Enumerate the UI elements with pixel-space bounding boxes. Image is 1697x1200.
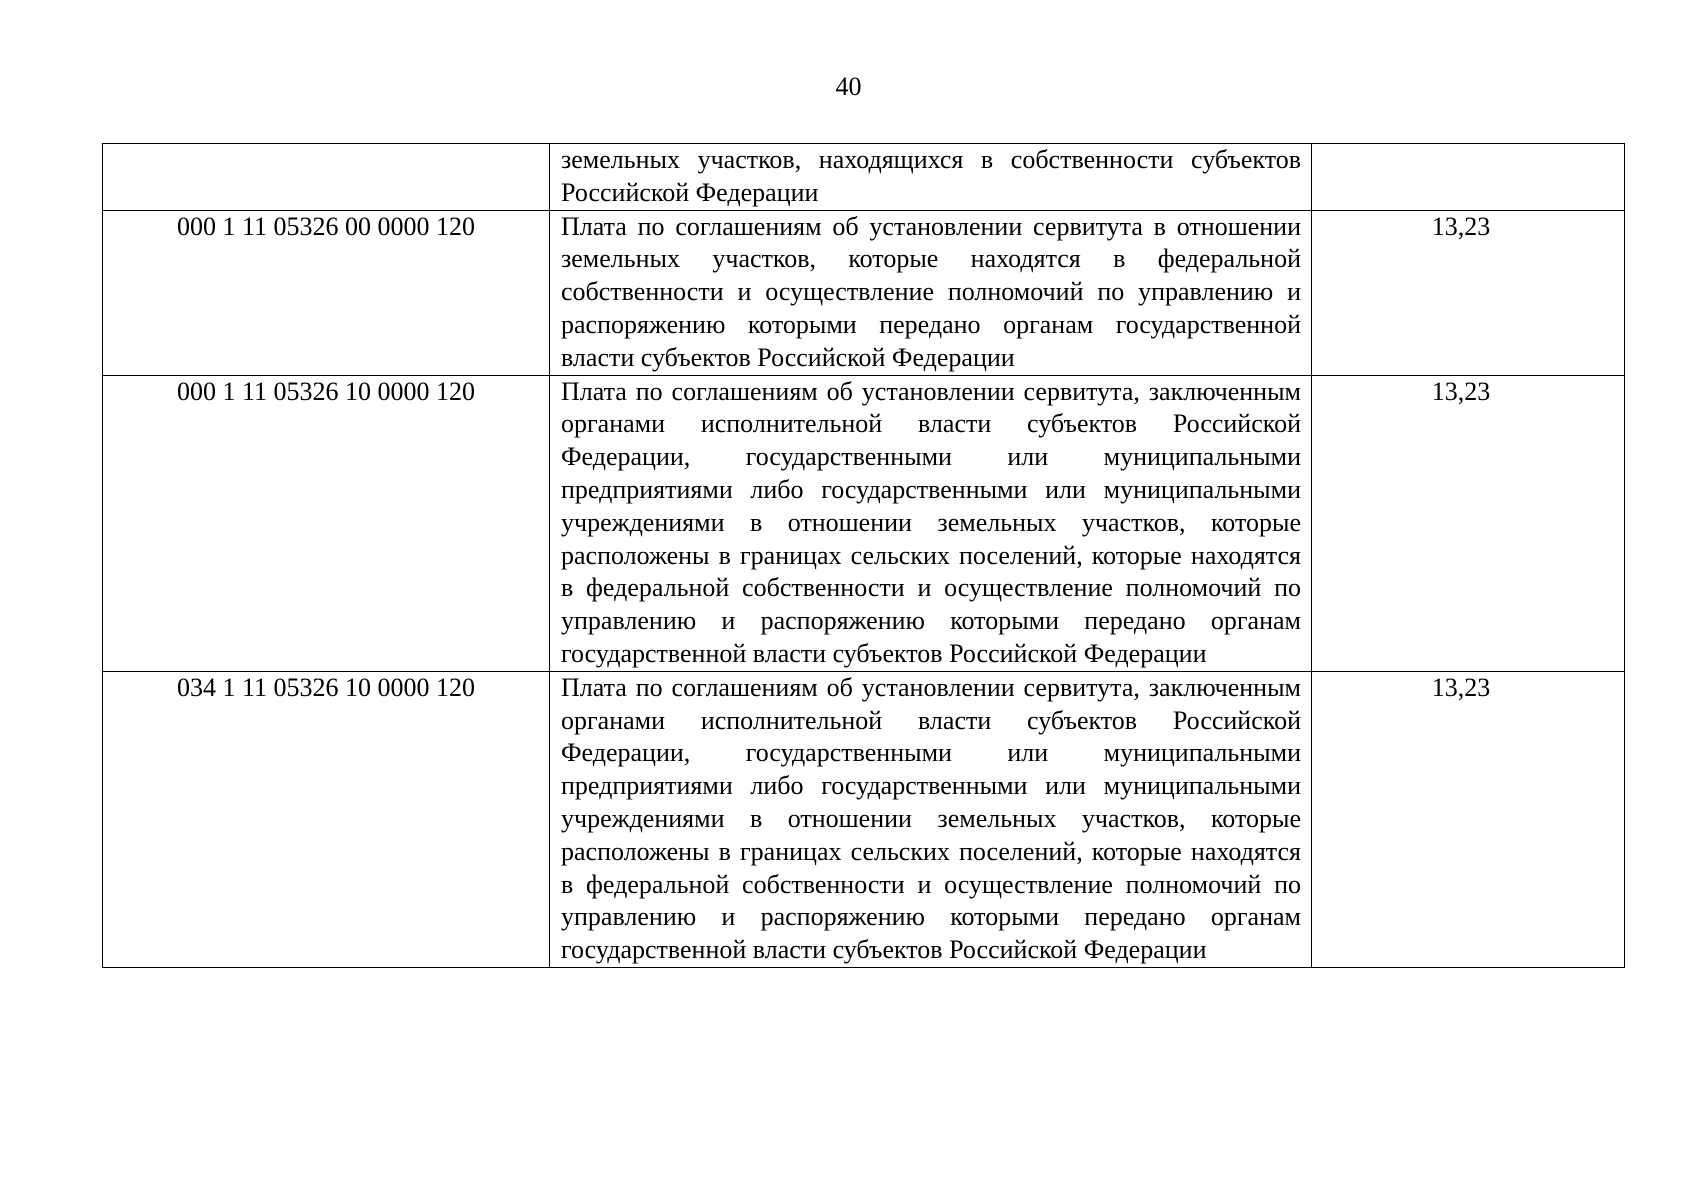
revenue-name: Плата по соглашениям об установлении сервитута в отношении земельных участков, которые находятся в федеральной собственности и осуществление полномочий по управлению и распоряжению которыми передано органам государственной власти субъектов Российской Федерации xyxy=(561,211,1301,372)
revenue-name: Плата по соглашениям об установлении сервитута, заключенным органами исполнительной власти субъектов Российской Федерации, государственными или муниципальными предприятиями либо государственными или муниципальными учреждениями в отношении земельных участков, которые расположены в границах сельских поселений, которые находятся в федеральной собственности и осуществление полномочий по управлению и распоряжению которыми передано органам государственной власти субъектов Российской Федерации xyxy=(561,672,1301,965)
code-cell xyxy=(103,210,550,375)
revenue-name: земельных участков, находящихся в собственности субъектов Российской Федерации xyxy=(561,145,1301,207)
revenue-value: 13,23 xyxy=(1431,211,1491,241)
revenue-table xyxy=(102,143,1625,968)
table-row xyxy=(103,210,1625,375)
code-cell xyxy=(103,144,550,211)
table-row xyxy=(103,144,1625,211)
page-number: 40 xyxy=(835,72,862,101)
budget-code: 000 1 11 05326 10 0000 120 xyxy=(176,376,476,406)
table-row xyxy=(103,671,1625,967)
budget-code: 034 1 11 05326 10 0000 120 xyxy=(176,672,476,702)
code-cell xyxy=(103,671,550,967)
value-cell xyxy=(1312,210,1625,375)
name-cell xyxy=(550,144,1312,211)
value-cell xyxy=(1312,144,1625,211)
table-row xyxy=(103,375,1625,671)
revenue-value: 13,23 xyxy=(1431,376,1491,406)
budget-code: 000 1 11 05326 00 0000 120 xyxy=(176,211,476,241)
revenue-name: Плата по соглашениям об установлении сервитута, заключенным органами исполнительной власти субъектов Российской Федерации, государственными или муниципальными предприятиями либо государственными или муниципальными учреждениями в отношении земельных участков, которые расположены в границах сельских поселений, которые находятся в федеральной собственности и осуществление полномочий по управлению и распоряжению которыми передано органам государственной власти субъектов Российской Федерации xyxy=(561,376,1301,668)
revenue-value: 13,23 xyxy=(1431,672,1491,702)
name-cell xyxy=(550,375,1312,671)
name-cell xyxy=(550,210,1312,375)
code-cell xyxy=(103,375,550,671)
name-cell xyxy=(550,671,1312,967)
value-cell xyxy=(1312,375,1625,671)
value-cell xyxy=(1312,671,1625,967)
